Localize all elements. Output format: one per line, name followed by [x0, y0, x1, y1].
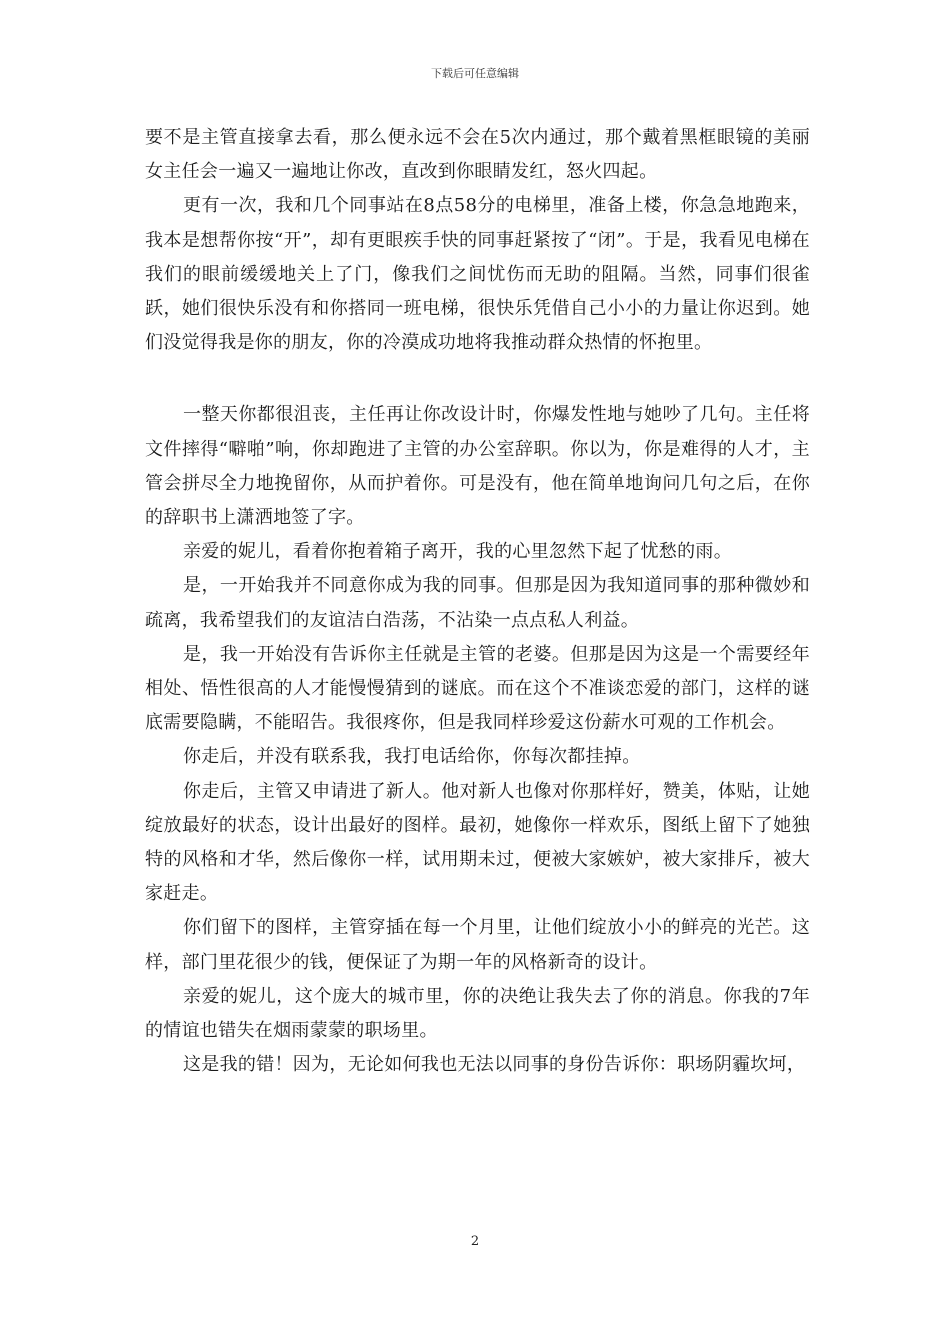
page-number: 2	[470, 1234, 480, 1249]
paragraph-resignation: 一整天你都很沮丧，主任再让你改设计时，你爆发性地与她吵了几句。主任将文件摔得“噼啪”响，你却跑进了主管的办公室辞职。你以为，你是难得的人才，主管会拼尽全力地挽留你，从而护着你。可是没有，他在简单地询问几句之后，在你的辞职书上潇洒地签了字。	[145, 404, 810, 529]
paragraph-elevator: 更有一次，我和几个同事站在8点58分的电梯里，准备上楼，你急急地跑来，我本是想帮你按“开”，却有更眼疾手快的同事赶紧按了“闭”。于是，我看见电梯在我们的眼前缓缓地关上了门，像我们之间忧伤而无助的阻隔。当然，同事们很雀跃，她们很快乐没有和你搭同一班电梯，很快乐凭借自己小小的力量让你迟到。她们没觉得我是你的朋友，你的冷漠成功地将我推动群众热情的怀抱里。	[145, 195, 810, 354]
paragraph-continued: 要不是主管直接拿去看，那么便永远不会在5次内通过，那个戴着黑框眼镜的美丽女主任会一遍又一遍地让你改，直改到你眼睛发红，怒火四起。	[145, 127, 810, 183]
paragraph-no-contact: 你走后，并没有联系我，我打电话给你，你每次都挂掉。	[183, 746, 641, 768]
paragraph-secret: 是，我一开始没有告诉你主任就是主管的老婆。但那是因为这是一个需要经年相处、悟性很高的人才能慢慢猜到的谜底。而在这个不准谈恋爱的部门，这样的谜底需要隐瞒，不能昭告。我很疼你，但是我同样珍爱这份薪水可观的工作机会。	[145, 643, 810, 734]
page-header: 下载后可任意编辑	[431, 67, 519, 80]
paragraph-lost-contact: 亲爱的妮儿，这个庞大的城市里，你的决绝让我失去了你的消息。你我的7年的情谊也错失在烟雨蒙蒙的职场里。	[145, 985, 810, 1042]
paragraph-my-fault: 这是我的错！因为，无论如何我也无法以同事的身份告诉你：职场阴霾坎坷，	[183, 1054, 806, 1076]
paragraph-colleague: 是，一开始我并不同意你成为我的同事。但那是因为我知道同事的那种微妙和疏离，我希望我们的友谊洁白浩荡，不沾染一点点私人利益。	[145, 575, 810, 631]
paragraph-leaving: 亲爱的妮儿，看着你抱着箱子离开，我的心里忽然下起了忧愁的雨。	[183, 541, 732, 563]
paragraph-designs: 你们留下的图样，主管穿插在每一个月里，让他们绽放小小的鲜亮的光芒。这样，部门里花很少的钱，便保证了为期一年的风格新奇的设计。	[145, 917, 810, 973]
document-body	[145, 121, 810, 1082]
paragraph-new-hire: 你走后，主管又申请进了新人。他对新人也像对你那样好，赞美，体贴，让她绽放最好的状态，设计出最好的图样。最初，她像你一样欢乐，图纸上留下了她独特的风格和才华，然后像你一样，试用期未过，便被大家嫉妒，被大家排斥，被大家赶走。	[145, 780, 810, 905]
